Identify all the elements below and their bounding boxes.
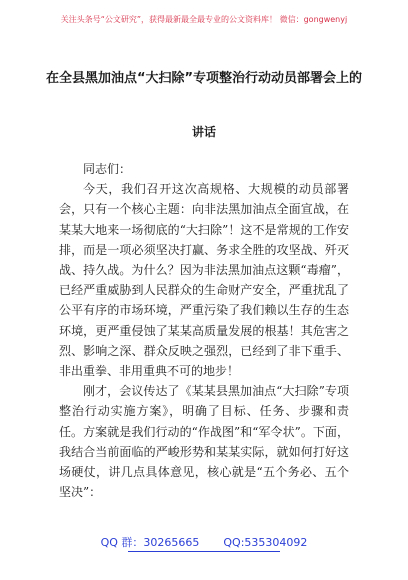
footer-qq-group: QQ 群：30265665: [100, 536, 200, 549]
header-banner: 关注头条号“公文研究”，获得最新最全最专业的公文资料库！ 微信：gongwenyj: [60, 15, 348, 24]
body-paragraph: 刚才，会议传达了《某某县黑加油点“大扫除”专项整治行动实施方案》，明确了目标、任务、步骤和责任。方案就是我们行动的“作战图”和“军令状”。下面，我结合当前面临的严峻形势和某某实际，就如何打好这场硬仗，讲几点具体意见，核心就是“五个务必、五个坚决”：: [59, 384, 349, 500]
document-body: [59, 159, 349, 502]
footer-underline: [128, 551, 280, 552]
salutation-paragraph: 同志们：: [83, 162, 132, 176]
document-title: 在全县黑加油点“大扫除”专项整治行动动员部署会上的: [45, 71, 363, 86]
document-subtitle: 讲话: [191, 125, 216, 139]
body-paragraph: 今天，我们召开这次高规格、大规模的动员部署会，只有一个核心主题：向非法黑加油点全面宣战，在某某大地来一场彻底的“大扫除”！这不是常规的工作安排，而是一项必须坚决打赢、务求全胜的攻坚战、歼灭战、持久战。为什么？因为非法黑加油点这颗“毒瘤”，已经严重威胁到人民群众的生命财产安全，严重扰乱了公平有序的市场环境，严重污染了我们赖以生存的生态环境，更严重侵蚀了某某高质量发展的根基！其危害之烈、影响之深、群众反映之强烈，已经到了非下重手、非出重拳、非用重典不可的地步！: [59, 182, 349, 379]
footer-qq: QQ:535304092: [223, 536, 308, 549]
footer-contact: [0, 536, 408, 550]
